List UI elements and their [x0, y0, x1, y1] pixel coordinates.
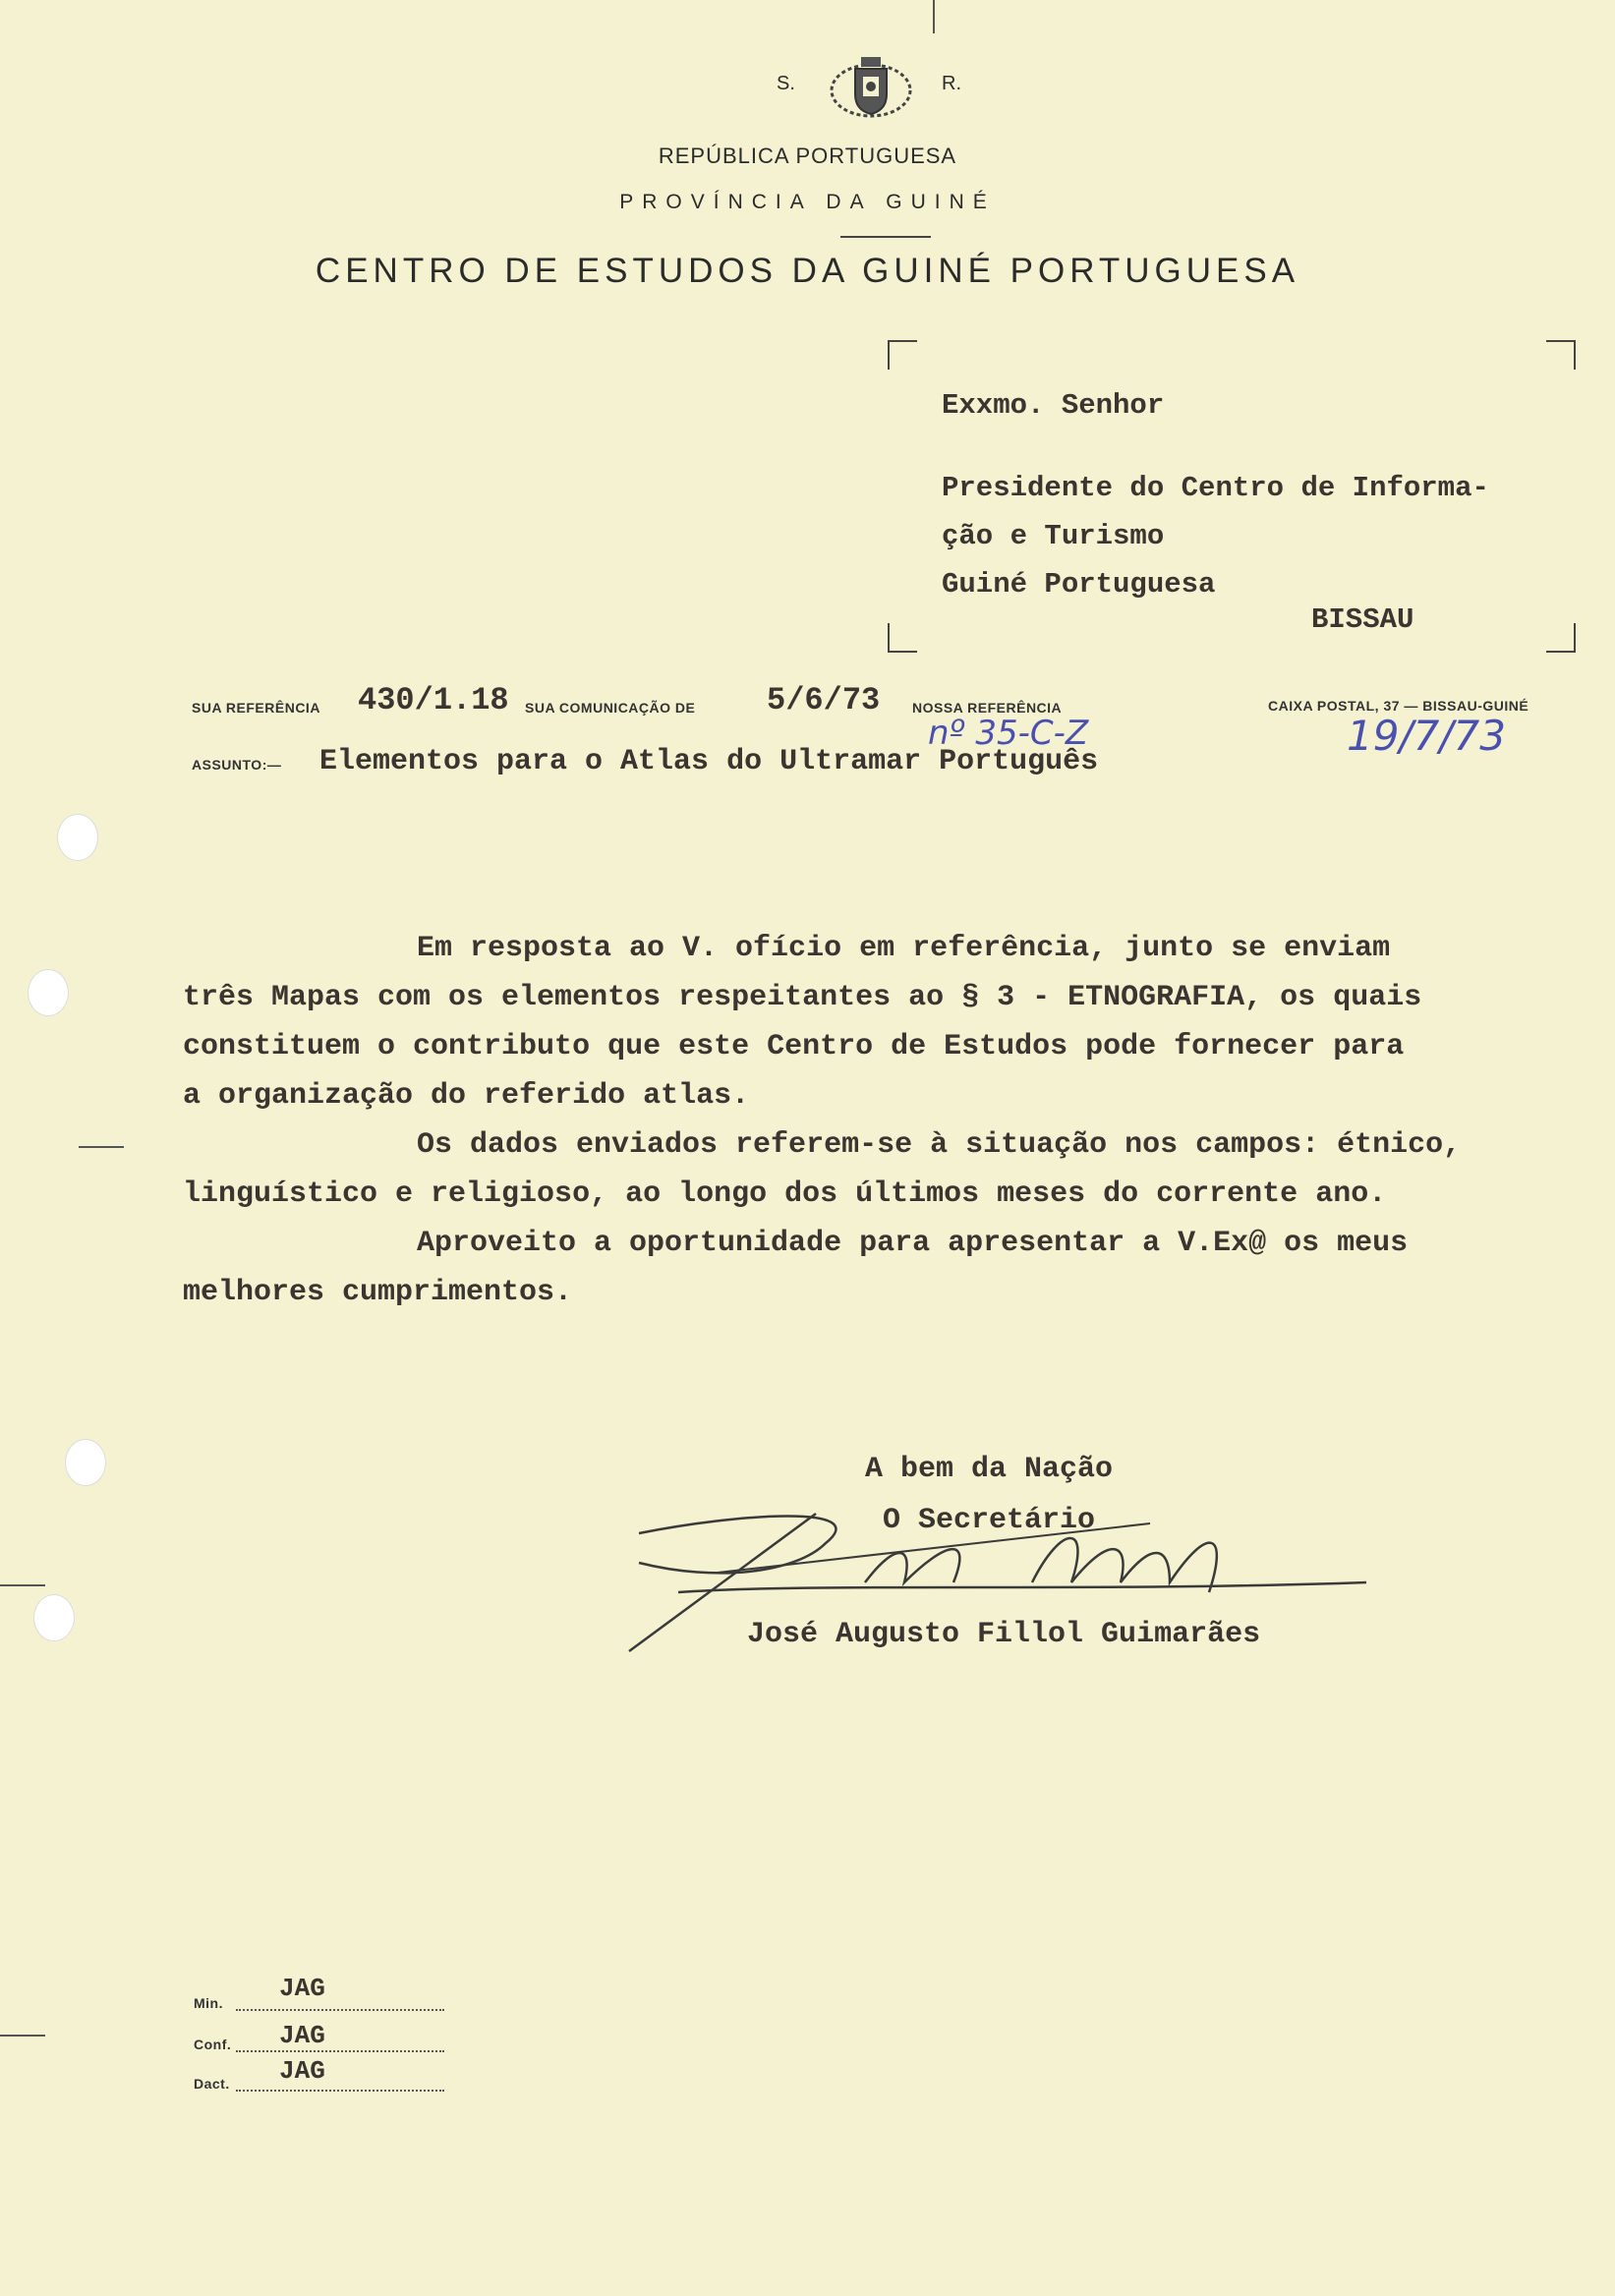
assunto-label: ASSUNTO:—: [192, 757, 282, 773]
republic-heading: REPÚBLICA PORTUGUESA: [658, 144, 957, 168]
institution-heading: CENTRO DE ESTUDOS DA GUINÉ PORTUGUESA: [315, 252, 1300, 290]
signatory-name: José Augusto Fillol Guimarães: [747, 1618, 1261, 1651]
nossa-referencia-handwritten: nº 35-C-Z: [928, 714, 1089, 753]
sua-comunicacao-label: SUA COMUNICAÇÃO DE: [525, 700, 696, 716]
address-corner-bottom-left: [888, 623, 917, 653]
recipient-line-2: ção e Turismo: [942, 520, 1165, 552]
recipient-line-1: Presidente do Centro de Informa-: [942, 472, 1489, 504]
body-p2-line1: Os dados enviados referem-se à situação nos campos: étnico,: [417, 1128, 1462, 1162]
dact-dotted-line: [236, 2090, 444, 2092]
body-p2-line2: linguístico e religioso, ao longo dos últimos meses do corrente ano.: [183, 1177, 1387, 1211]
punch-hole: [57, 814, 98, 861]
min-dotted-line: [236, 2009, 444, 2011]
conf-value: JAG: [279, 2021, 325, 2050]
top-tick-mark: [933, 0, 935, 33]
address-corner-top-left: [888, 340, 917, 370]
coat-of-arms-icon: [826, 51, 916, 131]
min-label: Min.: [194, 1995, 223, 2011]
emblem-right-letter: R.: [942, 73, 961, 94]
body-p1-line1: Em resposta ao V. ofício em referência, junto se enviam: [417, 932, 1391, 965]
punch-hole: [28, 969, 69, 1016]
sua-comunicacao-value: 5/6/73: [767, 682, 881, 718]
recipient-city: BISSAU: [1311, 603, 1414, 636]
address-corner-top-right: [1546, 340, 1576, 370]
min-value: JAG: [279, 1974, 325, 2003]
closing-line-2: O Secretário: [883, 1504, 1096, 1537]
body-p3-line1: Aproveito a oportunidade para apresentar a V.Ex@ os meus: [417, 1227, 1409, 1260]
emblem-left-letter: S.: [777, 73, 795, 94]
recipient-salutation: Exxmo. Senhor: [942, 389, 1165, 422]
address-corner-bottom-right: [1546, 623, 1576, 653]
header-divider: [840, 236, 931, 238]
body-p1-line3: constituem o contributo que este Centro de Estudos pode fornecer para: [183, 1030, 1405, 1063]
body-p1-line2: três Mapas com os elementos respeitantes ao § 3 - ETNOGRAFIA, os quais: [183, 981, 1422, 1014]
dact-value: JAG: [279, 2056, 325, 2086]
province-heading: PROVÍNCIA DA GUINÉ: [619, 191, 996, 213]
date-handwritten: 19/7/73: [1347, 712, 1506, 760]
sua-referencia-value: 430/1.18: [358, 682, 509, 718]
recipient-line-3: Guiné Portuguesa: [942, 568, 1216, 601]
body-p3-line2: melhores cumprimentos.: [183, 1276, 573, 1309]
fold-mark: [0, 2035, 45, 2037]
conf-label: Conf.: [194, 2037, 232, 2052]
closing-line-1: A bem da Nação: [865, 1453, 1114, 1486]
caixa-postal: CAIXA POSTAL, 37 — BISSAU-GUINÉ: [1268, 698, 1529, 714]
sua-referencia-label: SUA REFERÊNCIA: [192, 700, 320, 716]
nossa-referencia-label: NOSSA REFERÊNCIA: [912, 700, 1063, 716]
punch-hole: [65, 1439, 106, 1486]
fold-mark: [79, 1146, 124, 1148]
conf-dotted-line: [236, 2050, 444, 2052]
body-p1-line4: a organização do referido atlas.: [183, 1079, 750, 1113]
dact-label: Dact.: [194, 2076, 230, 2092]
fold-mark: [0, 1584, 45, 1586]
punch-hole: [33, 1594, 75, 1641]
subject-text: Elementos para o Atlas do Ultramar Português: [319, 745, 1099, 778]
